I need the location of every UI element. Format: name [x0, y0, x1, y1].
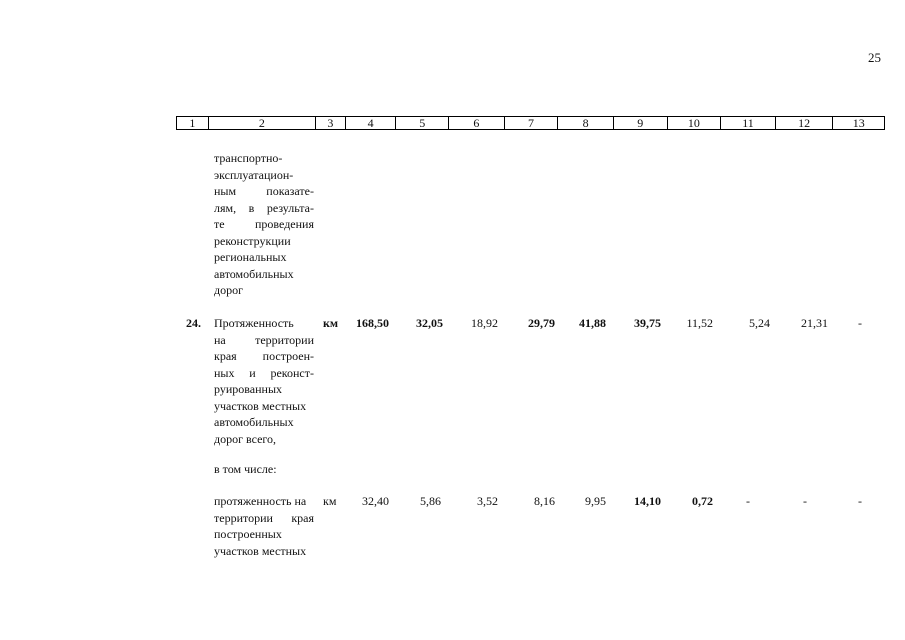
col-header-7: 7 — [505, 117, 559, 129]
row24-1-value-col10: 0,72 — [692, 494, 713, 508]
col-header-6: 6 — [449, 117, 505, 129]
row24-1-value-col8: 9,95 — [585, 494, 606, 508]
row24-value-col11: 5,24 — [749, 316, 770, 330]
col-header-1: 1 — [177, 117, 209, 129]
desc-line: региональных — [214, 250, 287, 264]
row24-value-col12: 21,31 — [801, 316, 828, 330]
desc-line: Протяженность — [214, 316, 294, 330]
desc-line: протяженность на — [214, 494, 307, 508]
including-label: в том числе: — [214, 462, 277, 476]
row24-description — [214, 315, 314, 447]
row24-1-unit: км — [323, 494, 337, 508]
row24-value-col9: 39,75 — [634, 316, 661, 330]
col-header-11: 11 — [721, 117, 776, 129]
col-header-10: 10 — [668, 117, 722, 129]
desc-line: реконструкции — [214, 233, 291, 248]
row24-1-value-col12: - — [803, 494, 807, 508]
col-header-4: 4 — [346, 117, 397, 129]
col-header-2: 2 — [209, 117, 316, 129]
column-number-header — [176, 116, 885, 130]
row24-1-value-col7: 8,16 — [534, 494, 555, 508]
desc-line: руированных — [214, 382, 283, 396]
row24-value-col7: 29,79 — [528, 316, 555, 330]
desc-line: автомобильных — [214, 266, 294, 281]
desc-line: территории края — [214, 510, 314, 525]
row24-1-value-col13: - — [858, 494, 862, 508]
row24-value-col6: 18,92 — [471, 316, 498, 330]
desc-line: те проведения — [214, 217, 314, 231]
row24-1-value-col5: 5,86 — [420, 494, 441, 508]
row24-value-col5: 32,05 — [416, 316, 443, 330]
row24-1-value-col6: 3,52 — [477, 494, 498, 508]
page-number: 25 — [868, 50, 881, 65]
row24-value-col4: 168,50 — [356, 316, 389, 330]
row-number: 24. — [186, 316, 201, 330]
row24-1-description — [214, 493, 314, 559]
desc-line: участков местных — [214, 398, 307, 413]
desc-line: транспортно- — [214, 151, 283, 165]
desc-line: на территории — [214, 332, 314, 347]
desc-line: ным показате- — [214, 184, 314, 198]
desc-line: дорог всего, — [214, 431, 277, 446]
row24-value-col13: - — [858, 316, 862, 330]
row24-1-value-col4: 32,40 — [362, 494, 389, 508]
row24-1-value-col9: 14,10 — [634, 494, 661, 508]
desc-line: края построен- — [214, 349, 314, 363]
col-header-9: 9 — [614, 117, 668, 129]
desc-line: эксплуатацион- — [214, 167, 294, 182]
col-header-13: 13 — [852, 116, 865, 130]
col-header-12: 12 — [776, 117, 834, 129]
continuation-description — [214, 150, 314, 299]
col-header-3: 3 — [316, 117, 346, 129]
desc-line: участков местных — [214, 543, 307, 558]
desc-line: автомобильных — [214, 415, 294, 429]
row24-value-col8: 41,88 — [579, 316, 606, 330]
col-header-5: 5 — [396, 117, 449, 129]
row24-unit: км — [323, 316, 339, 330]
desc-line: построенных — [214, 527, 282, 541]
row24-value-col10: 11,52 — [686, 316, 713, 330]
col-header-8: 8 — [558, 117, 614, 129]
desc-line: дорог — [214, 283, 244, 297]
desc-line: ных и реконст- — [214, 365, 314, 380]
row24-1-value-col11: - — [746, 494, 750, 508]
desc-line: лям, в результа- — [214, 200, 314, 215]
